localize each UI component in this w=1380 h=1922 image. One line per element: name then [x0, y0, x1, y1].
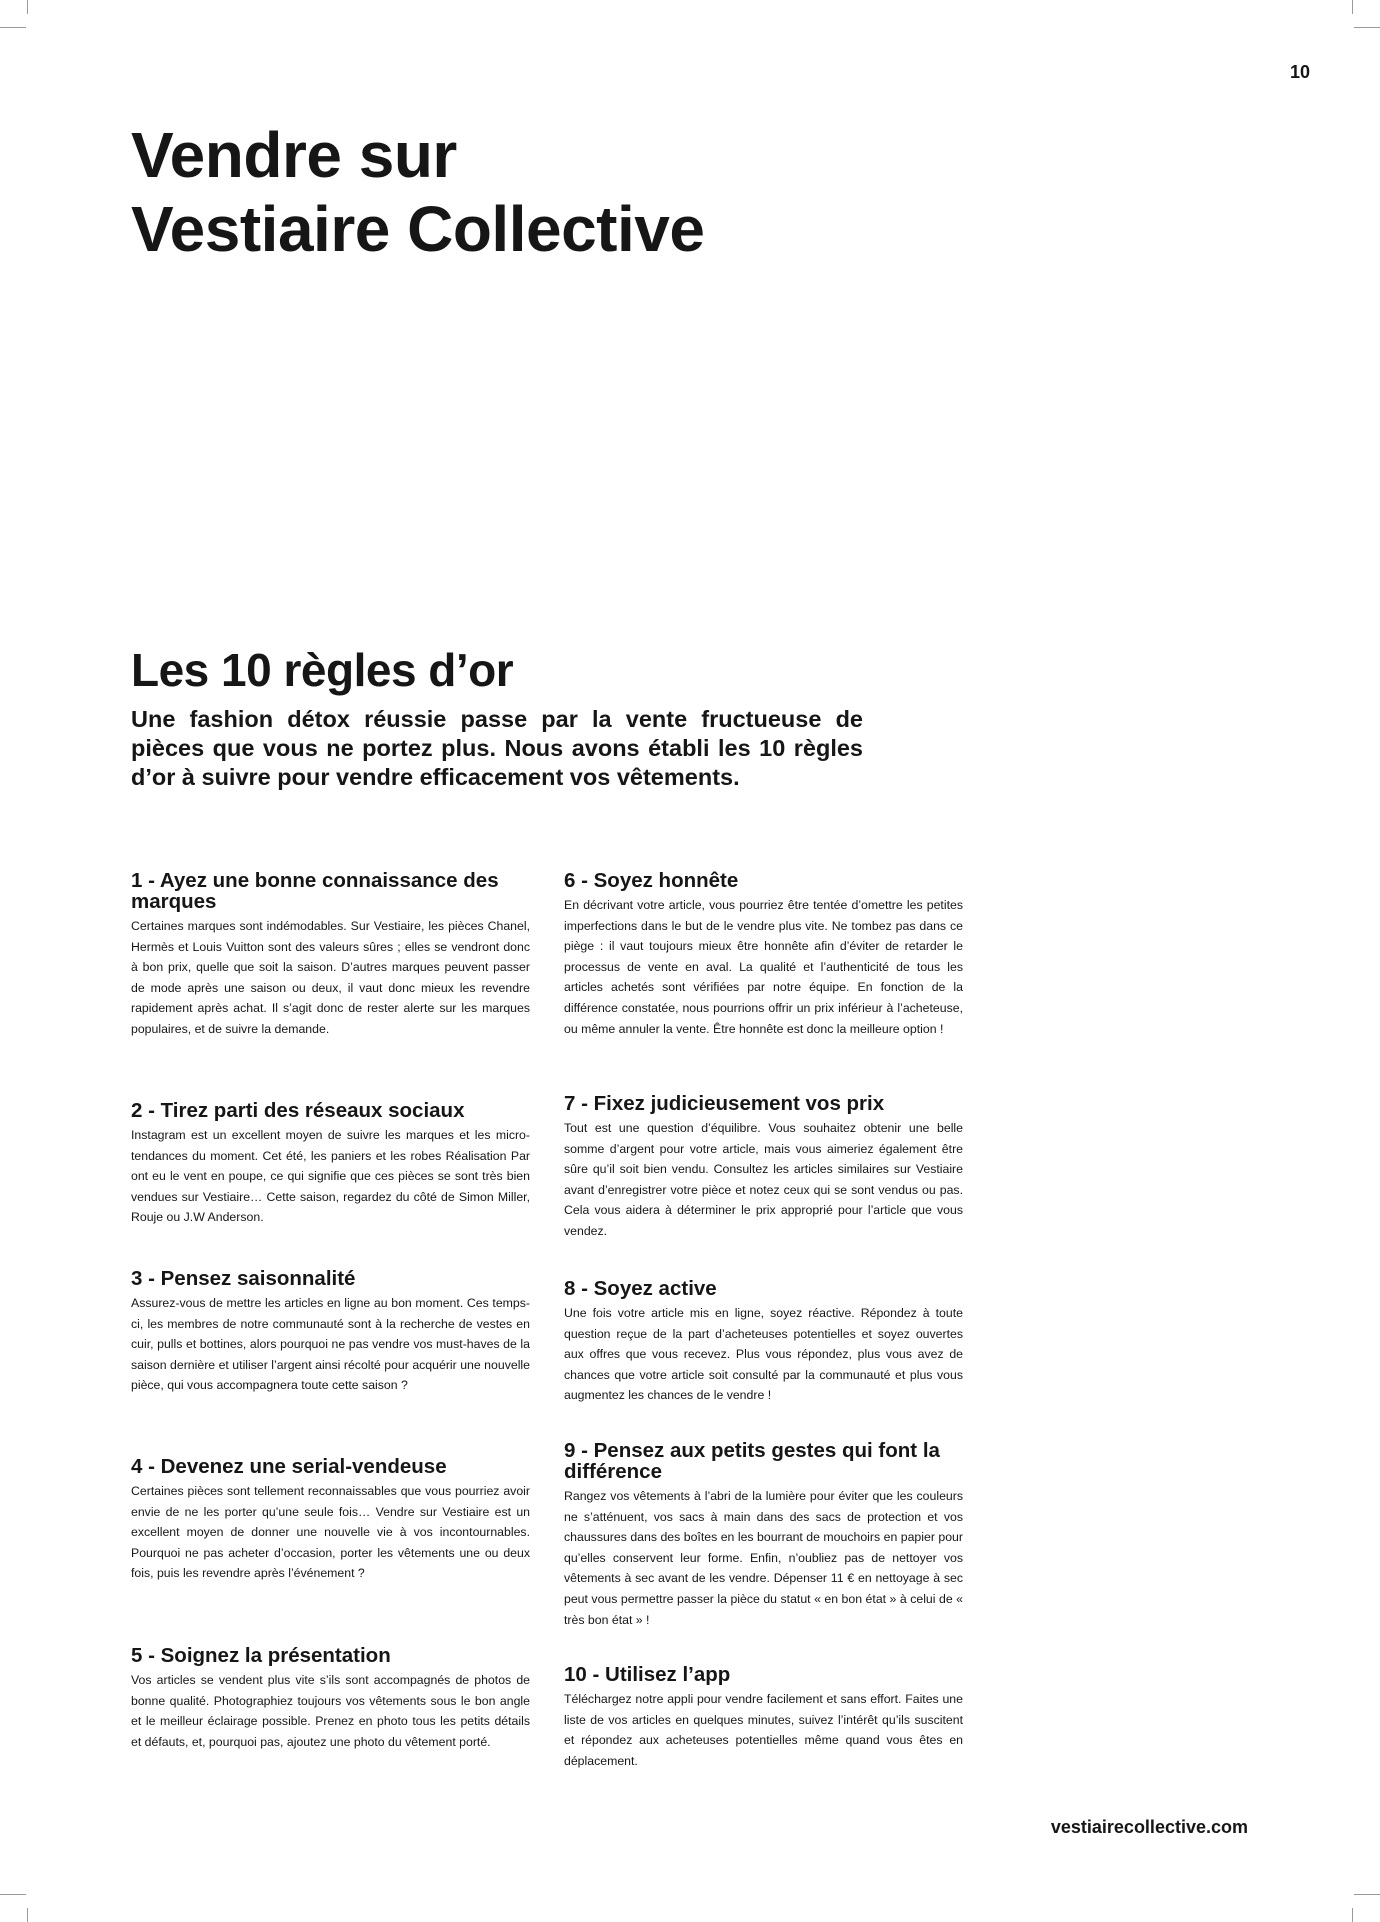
rule-body: Instagram est un excellent moyen de suivre les marques et les micro-tendances du moment. Cet été, les paniers et les robes Réalisation Par ont eu le vent en poupe, ce qui signifie que ces pièces se sont très bien vendues sur Vestiaire… Cette saison, regardez du côté de Simon Miller, Rouje ou J.W Anderson. — [131, 1128, 530, 1225]
rule-body: Rangez vos vêtements à l’abri de la lumière pour éviter que les couleurs ne s’atténuent, vos sacs à main dans des sacs de protection et vos chaussures dans des boîtes en les bourrant de mouchoirs en papier pour qu’elles conservent leur forme. Enfin, n’oubliez pas de nettoyer vos vêtements à sec avant de les vendre. Dépenser 11 € en nettoyage à sec peut vous permettre passer la pièce du statut « en bon état » à celui de « très bon état » ! — [564, 1489, 963, 1627]
rule-heading: 1 - Ayez une bonne connaissance des marques — [131, 869, 499, 913]
rule-7 — [564, 1093, 963, 1242]
rule-5 — [131, 1645, 530, 1752]
rule-body: En décrivant votre article, vous pourriez être tentée d’omettre les petites imperfections dans le but de le vendre plus vite. Ne tombez pas dans ce piège : il vaut toujours mieux être honnête afin d’éviter de retarder le processus de vente en aval. La qualité et l’authenticité de tous les articles achetés sont vérifiées par notre équipe. En fonction de la différence constatée, nous pourrions offrir un prix inférieur à l’acheteuse, ou même annuler la vente. Être honnête est donc la meilleure option ! — [564, 898, 963, 1036]
rule-heading: 6 - Soyez honnête — [564, 869, 739, 892]
section-intro: Une fashion détox réussie passe par la vente fructueuse de pièces que vous ne portez plus. Nous avons établi les 10 règles d’or à suivre pour vendre efficacement vos vêtements. — [131, 706, 863, 790]
rule-6 — [564, 870, 963, 1039]
rule-9 — [564, 1440, 963, 1630]
crop-mark — [1354, 1894, 1380, 1895]
section-heading: Les 10 règles d’or — [131, 644, 514, 696]
crop-mark — [27, 0, 28, 14]
page-number: 10 — [1289, 62, 1310, 82]
rule-heading: 9 - Pensez aux petits gestes qui font la différence — [564, 1439, 940, 1483]
page-title-line1: Vendre sur — [131, 119, 457, 191]
page-title — [131, 118, 704, 266]
rule-body: Vos articles se vendent plus vite s’ils sont accompagnés de photos de bonne qualité. Photographiez toujours vos vêtements sous le bon angle et le meilleur éclairage possible. Prenez en photo tous les petits détails et défauts, et, pourquoi pas, ajoutez une photo du vêtement porté. — [131, 1673, 530, 1749]
rule-4 — [131, 1456, 530, 1584]
rule-body: Assurez-vous de mettre les articles en ligne au bon moment. Ces temps-ci, les membres de notre communauté sont à la recherche de vestes en cuir, pulls et bottines, alors pourquoi ne pas vendre vos must-haves de la saison dernière et utiliser l’argent ainsi récolté pour acquérir une nouvelle pièce, qui vous accompagnera toute cette saison ? — [131, 1296, 530, 1393]
rule-heading: 8 - Soyez active — [564, 1277, 717, 1300]
rule-8 — [564, 1278, 963, 1406]
footer-website-link[interactable]: vestiairecollective.com — [1050, 1817, 1248, 1837]
crop-mark — [1354, 27, 1380, 28]
crop-mark — [0, 27, 26, 28]
rule-body: Téléchargez notre appli pour vendre facilement et sans effort. Faites une liste de vos articles en quelques minutes, suivez l’intérêt qu’ils suscitent et répondez aux acheteuses potentielles même quand vous êtes en déplacement. — [564, 1692, 963, 1768]
crop-mark — [1352, 0, 1353, 14]
crop-mark — [1352, 1908, 1353, 1922]
rule-body: Tout est une question d’équilibre. Vous souhaitez obtenir une belle somme d’argent pour votre article, mais vous aimeriez également être sûre qu’il soit bien vendu. Consultez les articles similaires sur Vestiaire avant d’enregistrer votre pièce et notez ceux qui se sont vendus ou pas. Cela vous aidera à déterminer le prix approprié pour l’article que vous vendez. — [564, 1121, 963, 1238]
rule-2 — [131, 1100, 530, 1228]
rule-heading: 7 - Fixez judicieusement vos prix — [564, 1092, 885, 1115]
rule-body: Une fois votre article mis en ligne, soyez réactive. Répondez à toute question reçue de la part d’acheteuses potentielles et soyez ouvertes aux offres que vous recevez. Plus vous répondez, plus vous avez de chances que votre article soit consulté par la communauté et plus vous augmentez les chances de le vendre ! — [564, 1306, 963, 1403]
rule-1 — [131, 870, 530, 1040]
crop-mark — [27, 1908, 28, 1922]
rule-heading: 10 - Utilisez l’app — [564, 1663, 731, 1686]
rule-10 — [564, 1664, 963, 1771]
crop-mark — [0, 1894, 26, 1895]
rule-heading: 4 - Devenez une serial-vendeuse — [131, 1455, 447, 1478]
rule-heading: 3 - Pensez saisonnalité — [131, 1267, 356, 1290]
page-title-line2: Vestiaire Collective — [131, 193, 705, 265]
rule-heading: 5 - Soignez la présentation — [131, 1644, 391, 1667]
rule-body: Certaines pièces sont tellement reconnaissables que vous pourriez avoir envie de ne les porter qu’une seule fois… Vendre sur Vestiaire est un excellent moyen de donner une nouvelle vie à vos incontournables. Pourquoi ne pas acheter d’occasion, porter les vêtements une ou deux fois, puis les revendre après l’événement ? — [131, 1484, 530, 1581]
rule-heading: 2 - Tirez parti des réseaux sociaux — [131, 1099, 465, 1122]
rule-3 — [131, 1268, 530, 1396]
rule-body: Certaines marques sont indémodables. Sur Vestiaire, les pièces Chanel, Hermès et Louis Vuitton sont des valeurs sûres ; elles se vendront donc à bon prix, quelle que soit la saison. D’autres marques peuvent passer de mode après une saison ou deux, il vaut donc mieux les revendre rapidement après achat. Il s’agit donc de rester alerte sur les marques populaires, et de suivre la demande. — [131, 919, 530, 1036]
